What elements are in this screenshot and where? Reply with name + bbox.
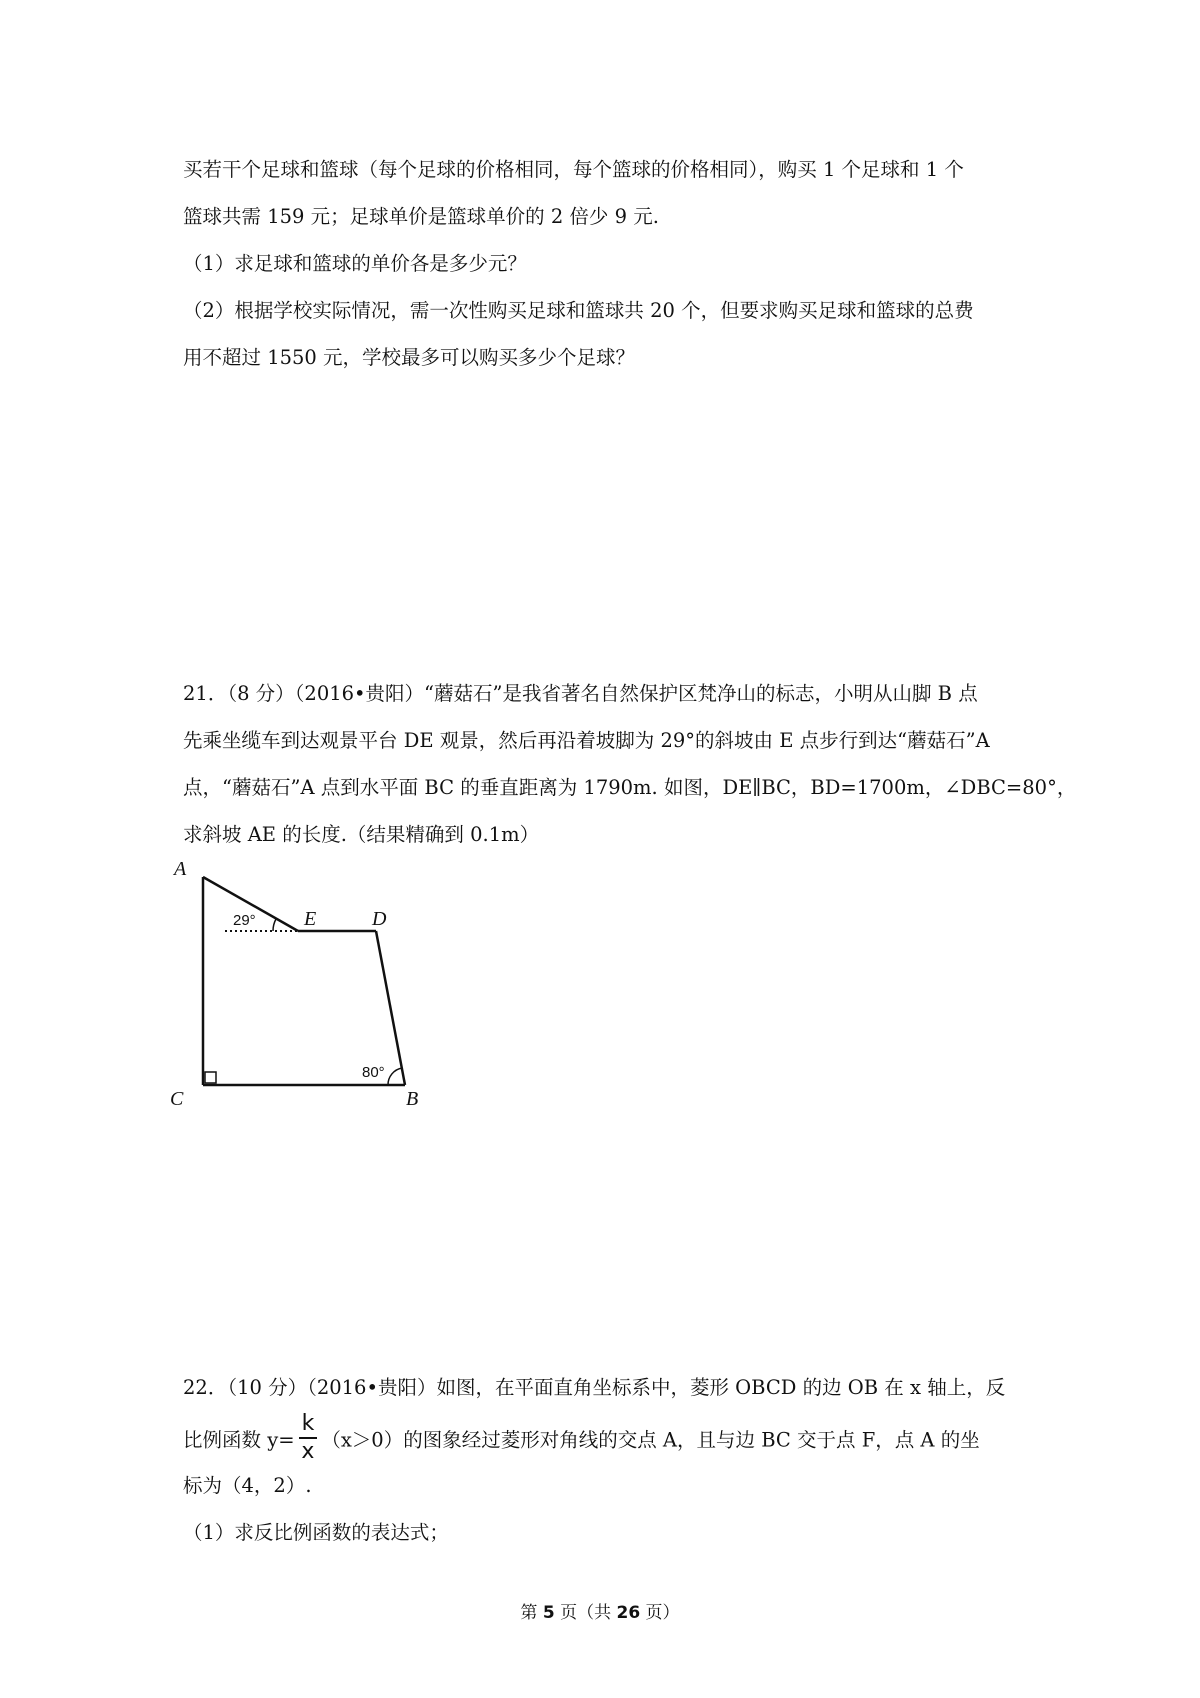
- fraction-denominator: x: [301, 1439, 315, 1464]
- q21-line-4: 求斜坡 AE 的长度.（结果精确到 0.1m）: [183, 823, 540, 846]
- angle-label-80: 80°: [362, 1064, 385, 1081]
- footer-suffix: 页）: [640, 1603, 680, 1623]
- q20-part-2-line-1: （2）根据学校实际情况，需一次性购买足球和篮球共 20 个，但要求购买足球和篮球的总费: [183, 299, 974, 322]
- fraction-k-over-x: [299, 1411, 318, 1465]
- q21-line-3: 点，“蘑菇石”A 点到水平面 BC 的垂直距离为 1790m. 如图，DE∥BC，BD=1700m，∠DBC=80°，: [183, 776, 1077, 799]
- footer-prefix: 第: [520, 1603, 543, 1623]
- footer-middle: 页（共: [554, 1603, 617, 1623]
- q20-part-2-line-2: 用不超过 1550 元，学校最多可以购买多少个足球？: [183, 346, 636, 369]
- label-e: E: [304, 908, 317, 930]
- angle-arc-e: [273, 919, 276, 931]
- q21-line-1: 21．（8 分）（2016•贵阳）“蘑菇石”是我省著名自然保护区梵净山的标志，小明从山脚 B 点: [183, 682, 978, 705]
- q20-line-1: 买若干个足球和篮球（每个足球的价格相同，每个篮球的价格相同），购买 1 个足球和 1 个: [183, 158, 964, 181]
- page-footer: [0, 1598, 1200, 1623]
- label-b: B: [406, 1088, 419, 1110]
- q21-line-2: 先乘坐缆车到达观景平台 DE 观景，然后再沿着坡脚为 29°的斜坡由 E 点步行到达“蘑菇石”A: [183, 729, 990, 752]
- angle-arc-b: [388, 1068, 402, 1085]
- angle-label-29: 29°: [233, 912, 256, 929]
- segment-bd: [376, 931, 405, 1085]
- q22-part-1: （1）求反比例函数的表达式；: [183, 1521, 449, 1544]
- label-a: A: [174, 858, 187, 880]
- fraction-numerator: k: [299, 1411, 318, 1439]
- q22-line-1: 22．（10 分）（2016•贵阳）如图，在平面直角坐标系中，菱形 OBCD 的边 OB 在 x 轴上，反: [183, 1376, 1006, 1399]
- q20-part-1: （1）求足球和篮球的单价各是多少元？: [183, 252, 527, 275]
- q22-line-3: 标为（4，2）.: [183, 1474, 312, 1497]
- footer-page-number: 5: [542, 1603, 555, 1623]
- q22-line-2: [183, 1411, 980, 1468]
- q20-line-2: 篮球共需 159 元；足球单价是篮球单价的 2 倍少 9 元.: [183, 205, 659, 228]
- label-c: C: [170, 1088, 184, 1110]
- q21-geometry-figure: [170, 855, 440, 1115]
- q22-line-2-suffix: （x＞0）的图象经过菱形对角线的交点 A，且与边 BC 交于点 F，点 A 的坐: [321, 1428, 980, 1452]
- q22-line-2-prefix: 比例函数 y=: [183, 1428, 295, 1452]
- label-d: D: [372, 908, 387, 930]
- footer-total-pages: 26: [616, 1603, 641, 1623]
- right-angle-mark-c: [205, 1072, 216, 1083]
